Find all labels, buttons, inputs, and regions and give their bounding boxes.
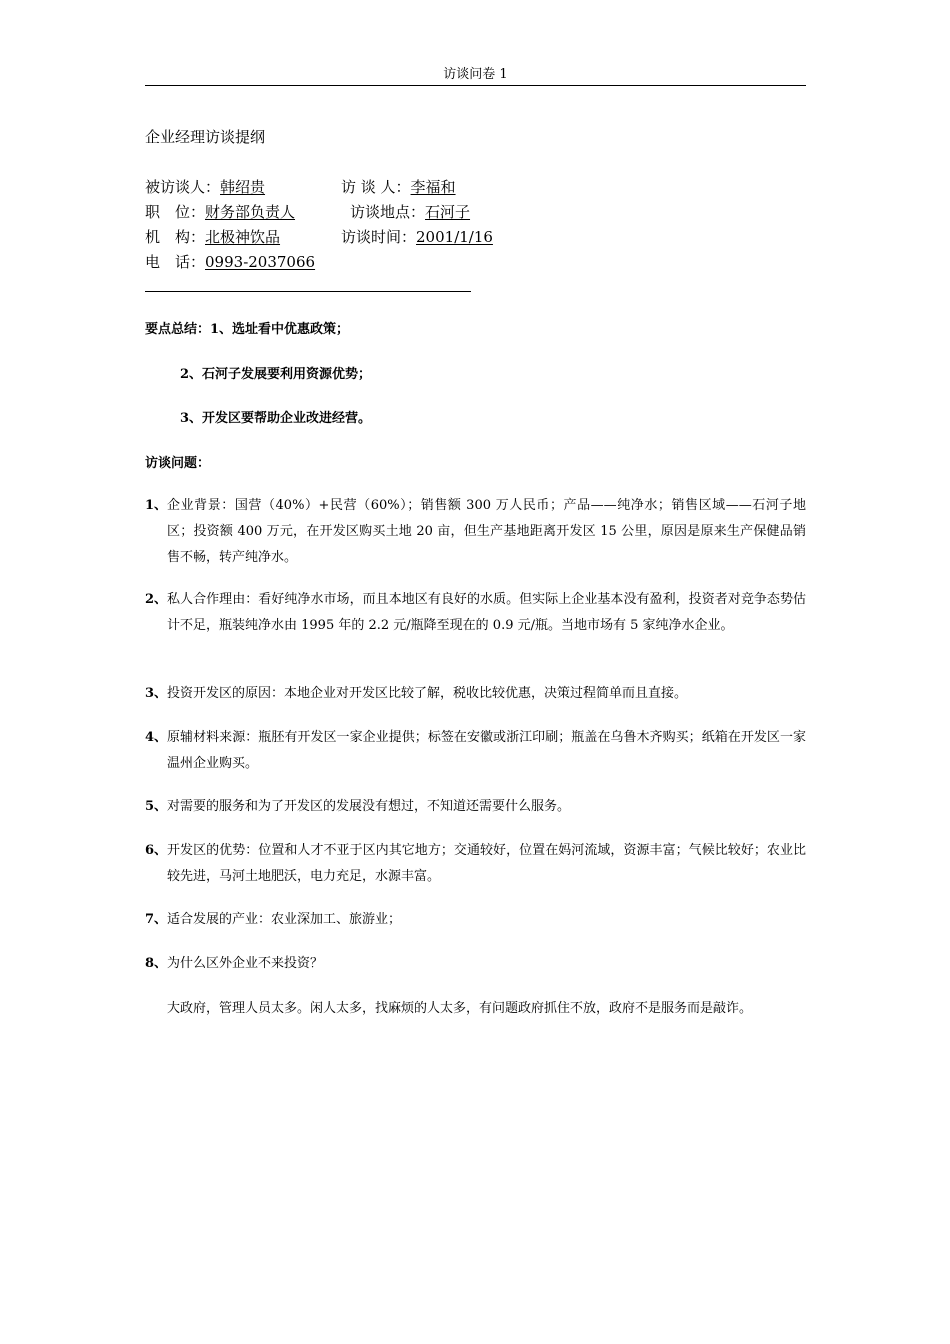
question-text: 为什么区外企业不来投资？ [167, 956, 324, 971]
phone-value: 0993-2037066 [205, 253, 316, 271]
question-number: 3、 [145, 686, 168, 701]
question-item [145, 951, 806, 977]
location-label: 访谈地点： [350, 203, 426, 221]
question-number: 1、 [145, 498, 168, 513]
time-value: 2001/1/16 [416, 228, 493, 246]
interviewee-field [145, 175, 265, 200]
questions-heading: 访谈问题： [145, 456, 211, 471]
question-number: 2、 [145, 592, 168, 607]
question-text: 私人合作理由：看好纯净水市场，而且本地区有良好的水质。但实际上企业基本没有盈利，投资者对竞争态势估计不足，瓶装纯净水由 1995 年的 2.2 元/瓶降至现在的 0.9 元/瓶。当地市场有 5 家纯净水企业。 [167, 592, 806, 633]
interviewee-value: 韩绍贵 [220, 178, 266, 196]
question-item [145, 794, 806, 820]
org-field [145, 225, 280, 250]
question-number: 6、 [145, 843, 168, 858]
position-field [145, 200, 295, 225]
position-label: 职 位： [145, 203, 206, 221]
time-label: 访谈时间： [341, 228, 417, 246]
summary-line-1: 要点总结：1、选址看中优惠政策； [145, 322, 350, 337]
question-text: 原辅材料来源：瓶胚有开发区一家企业提供；标签在安徽或浙江印刷；瓶盖在乌鲁木齐购买；纸箱在开发区一家温州企业购买。 [167, 730, 806, 771]
summary-line-3: 3、开发区要帮助企业改进经营。 [180, 411, 372, 426]
document-title: 企业经理访谈提纲 [145, 128, 266, 146]
question-number: 8、 [145, 956, 168, 971]
question-number: 7、 [145, 912, 168, 927]
question-text: 投资开发区的原因：本地企业对开发区比较了解，税收比较优惠，决策过程简单而且直接。 [167, 686, 688, 701]
location-value: 石河子 [425, 203, 471, 221]
phone-label: 电 话： [145, 253, 206, 271]
org-value: 北极神饮品 [205, 228, 281, 246]
location-field [350, 200, 470, 225]
interviewee-label: 被访谈人： [145, 178, 221, 196]
info-divider [145, 291, 471, 292]
position-value: 财务部负责人 [205, 203, 296, 221]
question-text: 适合发展的产业：农业深加工、旅游业； [167, 912, 402, 927]
question-text: 企业背景：国营（40%）+民营（60%）；销售额 300 万人民币；产品——纯净水；销售区域——石河子地区；投资额 400 万元，在开发区购买土地 20 亩，但生产基地距离开发区 15 公里，原因是原来生产保健品销售不畅，转产纯净水。 [167, 498, 806, 565]
question-text: 开发区的优势：位置和人才不亚于区内其它地方；交通较好，位置在妈河流域，资源丰富；气候比较好；农业比较先进，马河土地肥沃，电力充足，水源丰富。 [167, 843, 806, 884]
question-item [145, 907, 806, 933]
question-item [145, 725, 806, 777]
answer-8: 大政府，管理人员太多。闲人太多，找麻烦的人太多，有问题政府抓住不放，政府不是服务而是敲诈。 [167, 1001, 753, 1016]
summary-line-2: 2、石河子发展要利用资源优势； [180, 367, 372, 382]
interviewer-field [341, 175, 456, 200]
interviewer-label: 访 谈 人： [341, 178, 411, 196]
page-header: 访谈问卷 1 [145, 66, 806, 86]
phone-field [145, 250, 315, 275]
question-item [145, 681, 806, 707]
question-number: 5、 [145, 799, 168, 814]
time-field [341, 225, 493, 250]
interviewer-value: 李福和 [410, 178, 456, 196]
question-item [145, 493, 806, 571]
question-item [145, 838, 806, 890]
org-label: 机 构： [145, 228, 206, 246]
question-number: 4、 [145, 730, 168, 745]
question-text: 对需要的服务和为了开发区的发展没有想过，不知道还需要什么服务。 [167, 799, 571, 814]
question-item [145, 587, 806, 639]
